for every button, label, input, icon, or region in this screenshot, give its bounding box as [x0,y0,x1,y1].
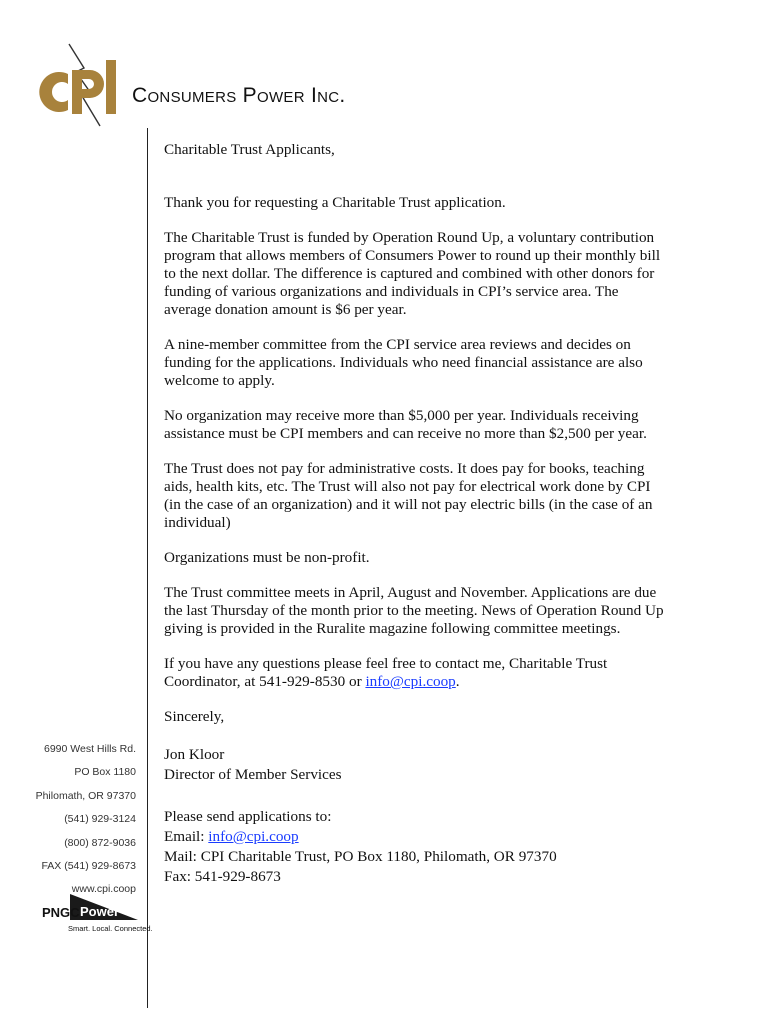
paragraph-1: Thank you for requesting a Charitable Trust application. [164,194,506,211]
cpi-logo [38,42,130,128]
pngc-brand: PNGC [42,905,80,920]
address-po-box: PO Box 1180 [74,766,136,779]
address-fax: FAX (541) 929-8673 [41,859,136,872]
pngc-tagline: Smart. Local. Connected. [68,924,153,933]
company-name: Consumers Power Inc. [132,84,346,107]
vertical-divider [147,128,148,1008]
address-tollfree: (800) 872-9036 [64,836,136,849]
address-city: Philomath, OR 97370 [35,789,136,802]
letter-body [164,141,664,888]
paragraph-4: No organization may receive more than $5,000 per year. Individuals receiving assistance must be CPI members and can receive no more than $2,500 per year. [164,407,647,442]
logo-letter-c [39,72,68,112]
mail-line: Mail: CPI Charitable Trust, PO Box 1180, Philomath, OR 97370 [164,848,557,865]
signer-title: Director of Member Services [164,766,342,783]
contact-text: If you have any questions please feel free to contact me, Charitable Trust Coordinator, at 541-929-8530 or [164,655,608,690]
applications-email-link[interactable]: info@cpi.coop [208,828,299,845]
email-label: Email: [164,828,205,845]
contact-end: . [455,673,460,690]
pngc-power-logo [40,890,153,934]
send-heading: Please send applications to: [164,808,332,825]
address-phone: (541) 929-3124 [64,813,136,826]
salutation: Charitable Trust Applicants, [164,141,335,158]
address-block [36,738,136,902]
paragraph-7: The Trust committee meets in April, August and November. Applications are due the last Thursday of the month prior to the meeting. News of Operation Round Up giving is provided in the Ruralite magazine following committee meetings. [164,584,664,637]
email-line [164,828,664,846]
contact-paragraph [164,655,664,691]
pngc-power: Power [80,904,120,919]
closing: Sincerely, [164,708,225,725]
paragraph-5: The Trust does not pay for administrative costs. It does pay for books, teaching aids, health kits, etc. The Trust will also not pay for electrical work done by CPI (in the case of an organization) and it will not pay electric bills (in the case of an individual) [164,460,653,531]
address-street: 6990 West Hills Rd. [43,743,136,755]
contact-email-link[interactable]: info@cpi.coop [365,673,456,690]
paragraph-3: A nine-member committee from the CPI service area reviews and decides on funding for the applications. Individuals who need financial assistance are also welcome to apply. [164,336,643,389]
paragraph-6: Organizations must be non-profit. [164,549,370,566]
logo-letter-p [72,70,104,114]
fax-line: Fax: 541-929-8673 [164,868,281,885]
logo-letter-i [106,60,116,114]
address-web: www.cpi.coop [71,883,136,896]
paragraph-2: The Charitable Trust is funded by Operation Round Up, a voluntary contribution program that allows members of Consumers Power to round up their monthly bill to the next dollar. The difference is captured and combined with other donors for funding of various organizations and individuals in CPI’s service area. The average donation amount is $6 per year. [164,229,661,318]
signer-name: Jon Kloor [164,746,225,763]
